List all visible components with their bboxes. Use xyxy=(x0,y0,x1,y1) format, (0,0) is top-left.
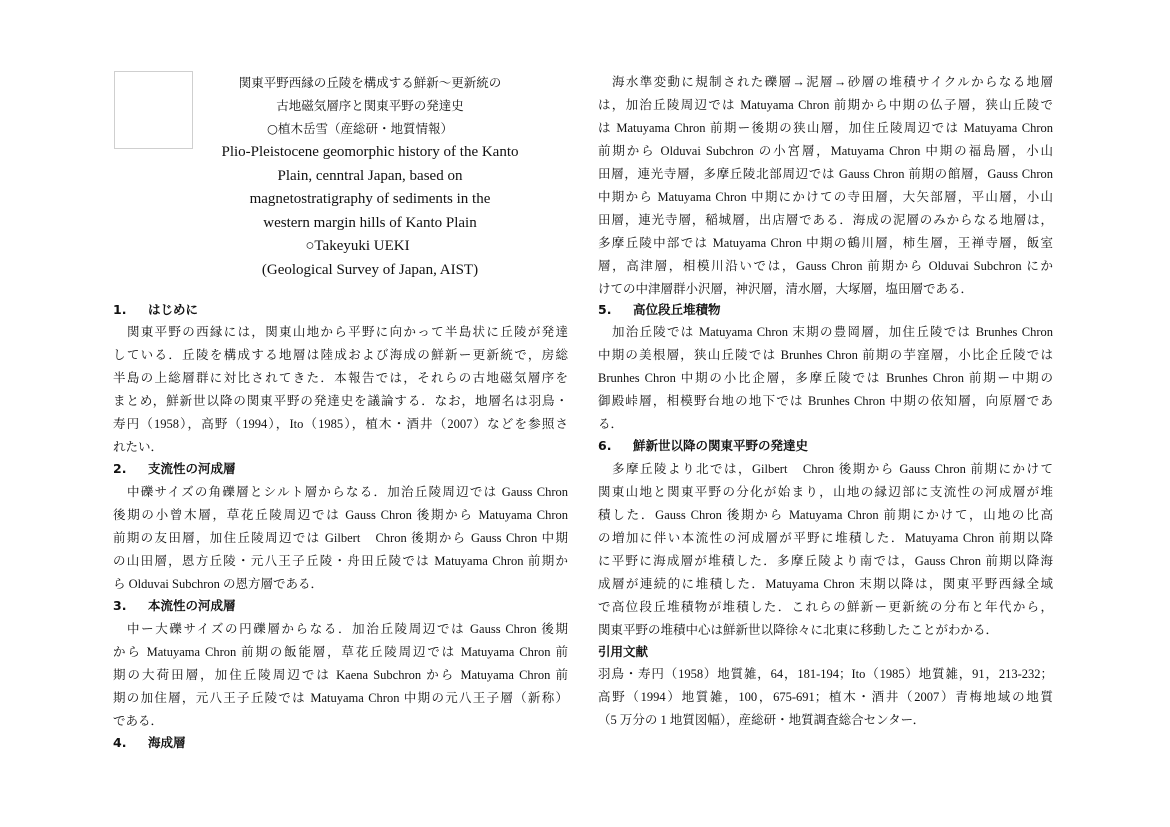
section-4-body xyxy=(598,71,1053,301)
section-5-body xyxy=(598,321,1053,436)
text-line: 田層，連光寺層，稲城層，出店層である．海成の泥層のみからなる地層は， xyxy=(598,213,1053,227)
section-6-heading xyxy=(598,435,808,457)
section-3-body xyxy=(113,618,568,733)
section-3-heading xyxy=(113,595,236,617)
text-line: ら Olduvai Subchron の恩方層である． xyxy=(113,577,324,591)
text-line: 半島の上総層群に対比されてきた．本報告では，それらの古地磁気層序を xyxy=(113,371,568,385)
section-2-body xyxy=(113,481,568,596)
text-line: 田層，連光寺層，多摩丘陵北部周辺では Gauss Chron 前期の館層，Gauss Chron xyxy=(598,167,1053,181)
text-line: 期の加住層，元八王子丘陵では Matuyama Chron 中期の元八王子層（新称） xyxy=(113,691,568,705)
text-line: 多摩丘陵中部では Matuyama Chron 中期の鶴川層，柿生層，王禅寺層，飯室 xyxy=(598,236,1053,250)
text-line: れたい． xyxy=(113,440,164,454)
section-number: 4. xyxy=(113,735,127,750)
references-heading: 引用文献 xyxy=(598,644,649,659)
text-line: 成層が連続的に堆積した．Matuyama Chron 末期以降は，関東平野西縁全域 xyxy=(598,577,1053,591)
section-title: 本流性の河成層 xyxy=(148,598,236,613)
text-line: の増加に伴い本流性の河成層が平野に堆積した．Matuyama Chron 前期以降 xyxy=(598,531,1053,545)
text-line: 御殿峠層，相模野台地の地下では Brunhes Chron 中期の依知層，向原層であ xyxy=(598,394,1053,408)
text-line: 層，高津層，相模川沿いでは，Gauss Chron 前期から Olduvai Subchron にか xyxy=(598,259,1053,273)
en-affiliation: (Geological Survey of Japan, AIST) xyxy=(261,261,479,278)
text-line: る． xyxy=(598,417,624,431)
text-line: 加治丘陵では Matuyama Chron 末期の豊岡層，加住丘陵では Brunhes Chron xyxy=(612,325,1053,339)
text-line: 期の大荷田層，加住丘陵周辺では Kaena Subchron から Matuyama Chron 前 xyxy=(113,668,568,682)
text-line: けての中津層群小沢層，神沢層，清水層，大塚層，塩田層である． xyxy=(598,282,974,296)
text-line: まとめ，鮮新世以降の関東平野の発達史を議論する．なお，地層名は羽鳥・ xyxy=(113,394,568,408)
section-number: 5. xyxy=(598,302,612,317)
text-line: 中期から Matuyama Chron 中期にかけての寺田層，大矢部層，平山層，小山 xyxy=(598,190,1053,204)
section-title: 支流性の河成層 xyxy=(148,461,236,476)
text-line: である． xyxy=(113,714,164,728)
title-block xyxy=(195,71,545,282)
reference-line: 高野（1994）地質雑，100，675-691；植木・酒井（2007）青梅地域の地質 xyxy=(598,690,1053,704)
text-line: 前期から Olduvai Subchron の小宮層，Matuyama Chron 中期の福島層，小山 xyxy=(598,144,1053,158)
jp-title-line-2: 古地磁気層序と関東平野の発達史 xyxy=(276,98,464,113)
section-title: 鮮新世以降の関東平野の発達史 xyxy=(633,438,809,453)
text-line: Brunhes Chron 中期の小比企層，多摩丘陵では Brunhes Chron 前期ー中期の xyxy=(598,371,1053,385)
text-line: は Matuyama Chron 前期ー後期の狭山層，加住丘陵周辺では Matuyama Chron xyxy=(598,121,1053,135)
section-4-heading xyxy=(113,732,186,754)
section-6-body xyxy=(598,458,1053,642)
section-number: 3. xyxy=(113,598,127,613)
en-title-line-4: western margin hills of Kanto Plain xyxy=(263,214,477,231)
text-line: から Matuyama Chron 前期の飯能層，草花丘陵周辺では Matuyama Chron 前 xyxy=(113,645,568,659)
section-5-heading xyxy=(598,299,721,321)
text-line: 関東平野の堆積中心は鮮新世以降徐々に北東に移動したことがわかる． xyxy=(598,623,999,637)
photo-placeholder xyxy=(114,71,193,149)
text-line: 前期の友田層，加住丘陵周辺では Gilbert Chron 後期から Gauss Chron 中期 xyxy=(113,531,568,545)
en-title-line-1: Plio-Pleistocene geomorphic history of the Kanto xyxy=(221,144,519,160)
section-1-heading xyxy=(113,299,198,321)
text-line: 中ー大礫サイズの円礫層からなる．加治丘陵周辺では Gauss Chron 後期 xyxy=(127,622,568,636)
text-line: 多摩丘陵より北では，Gilbert Chron 後期から Gauss Chron 前期にかけて xyxy=(612,462,1053,476)
references-body xyxy=(598,663,1053,732)
section-number: 2. xyxy=(113,461,127,476)
section-2-heading xyxy=(113,458,236,480)
text-line: 関東平野の西縁には，関東山地から平野に向かって半島状に丘陵が発達 xyxy=(127,325,568,339)
jp-title-line-1: 関東平野西縁の丘陵を構成する鮮新〜更新統の xyxy=(238,75,502,90)
en-author: ○Takeyuki UEKI xyxy=(305,238,410,254)
text-line: 積した．Gauss Chron 後期から Matuyama Chron 前期にかけて，山地の比高 xyxy=(598,508,1053,522)
text-line: の山田層，恩方丘陵・元八王子丘陵・舟田丘陵では Matuyama Chron 前期か xyxy=(113,554,568,568)
text-line: 寿円（1958），高野（1994），Ito（1985），植木・酒井（2007）などを参照さ xyxy=(113,417,568,431)
text-line: 中期の美根層，狭山丘陵では Brunhes Chron 前期の芋窪層，小比企丘陵では xyxy=(598,348,1053,362)
reference-line: 羽鳥・寿円（1958）地質雑，64，181-194；Ito（1985）地質雑，91，213-232； xyxy=(598,667,1053,681)
text-line: に平野に海成層が堆積した．多摩丘陵より南では，Gauss Chron 前期以降海 xyxy=(598,554,1053,568)
section-title: はじめに xyxy=(148,302,199,317)
text-line: 中礫サイズの角礫層とシルト層からなる．加治丘陵周辺では Gauss Chron xyxy=(127,485,568,499)
section-number: 6. xyxy=(598,438,612,453)
text-line: は，加治丘陵周辺では Matuyama Chron 前期から中期の仏子層，狭山丘陵で xyxy=(598,98,1053,112)
reference-line: （5 万分の 1 地質図幅），産総研・地質調査総合センター． xyxy=(598,713,926,727)
text-line: で高位段丘堆積物が堆積した．これらの鮮新ー更新統の分布と年代から， xyxy=(598,600,1053,614)
section-title: 高位段丘堆積物 xyxy=(633,302,721,317)
text-line: 海水準変動に規制された礫層→泥層→砂層の堆積サイクルからなる地層 xyxy=(612,75,1053,89)
text-line: 後期の小曾木層，草花丘陵周辺では Gauss Chron 後期から Matuyama Chron xyxy=(113,508,568,522)
text-line: している．丘陵を構成する地層は陸成および海成の鮮新ー更新統で，房総 xyxy=(113,348,568,362)
section-title: 海成層 xyxy=(148,735,186,750)
en-title-line-3: magnetostratigraphy of sediments in the xyxy=(249,191,491,207)
section-number: 1. xyxy=(113,302,127,317)
text-line: 関東山地と関東平野の分化が始まり，山地の縁辺部に支流性の河成層が堆 xyxy=(598,485,1053,499)
section-1-body xyxy=(113,321,568,459)
en-title-line-2: Plain, cenntral Japan, based on xyxy=(277,167,463,184)
jp-author: ○植木岳雪（産総研・地質情報） xyxy=(267,121,453,136)
